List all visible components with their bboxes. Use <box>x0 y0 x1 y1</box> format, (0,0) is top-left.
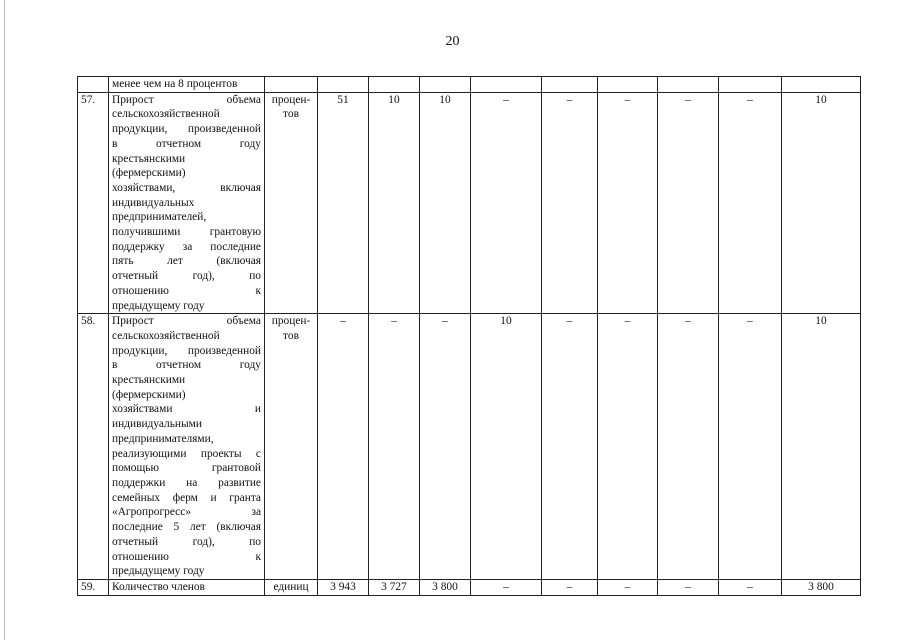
indicator-name-line: поддержки на развитие <box>112 476 261 489</box>
indicator-name-line: индивидуальными <box>112 418 202 431</box>
value-col-2 <box>369 77 420 93</box>
value-col-2: 3 727 <box>369 579 420 595</box>
indicator-name-line: предпринимателями, <box>112 432 214 445</box>
value-col-1: 3 943 <box>318 579 369 595</box>
indicator-name-line: продукции, произведенной <box>112 123 261 136</box>
indicator-name-line: пять лет (включая <box>112 255 261 268</box>
row-number: 58. <box>78 314 109 580</box>
unit-line: единиц <box>273 580 309 593</box>
value-col-9: 10 <box>782 314 861 580</box>
table-row <box>78 314 861 580</box>
unit-of-measure <box>265 77 318 93</box>
value-col-3: 10 <box>420 92 471 314</box>
indicator-name-line: Количество членов <box>112 580 205 593</box>
value-col-8: – <box>719 579 782 595</box>
unit-line: процен- <box>271 93 311 106</box>
value-col-9: 10 <box>782 92 861 314</box>
value-col-3: – <box>420 314 471 580</box>
indicator-name <box>109 314 265 580</box>
indicator-name-line: предпринимателей, <box>112 211 207 224</box>
value-col-8: – <box>719 314 782 580</box>
indicator-name-line: предыдущему году <box>112 299 205 312</box>
table-row <box>78 92 861 314</box>
value-col-7 <box>658 77 719 93</box>
value-col-4: – <box>471 579 542 595</box>
value-col-7: – <box>658 92 719 314</box>
value-col-7: – <box>658 314 719 580</box>
value-col-1: 51 <box>318 92 369 314</box>
table-row <box>78 77 861 93</box>
row-number <box>78 77 109 93</box>
unit-of-measure <box>265 92 318 314</box>
indicator-name-line: отношению к <box>112 550 261 563</box>
value-col-8 <box>719 77 782 93</box>
row-number: 59. <box>78 579 109 595</box>
value-col-7: – <box>658 579 719 595</box>
value-col-3: 3 800 <box>420 579 471 595</box>
value-col-3 <box>420 77 471 93</box>
value-col-4: 10 <box>471 314 542 580</box>
indicator-name-line: хозяйствами и <box>112 403 261 416</box>
value-col-4 <box>471 77 542 93</box>
unit-of-measure <box>265 579 318 595</box>
value-col-1 <box>318 77 369 93</box>
page-number: 20 <box>445 34 460 49</box>
indicators-table <box>77 76 861 596</box>
indicator-name-line: менее чем на 8 процентов <box>112 78 238 90</box>
unit-line: тов <box>283 329 299 342</box>
indicator-name-line: крестьянскими <box>112 152 186 165</box>
indicator-name-line: хозяйствами, включая <box>112 181 261 194</box>
indicator-name-line: крестьянскими <box>112 374 186 387</box>
indicator-name-line: получившими грантовую <box>112 226 261 239</box>
indicator-name-line: «Агропрогресс» за <box>112 506 261 519</box>
value-col-2: 10 <box>369 92 420 314</box>
indicator-name-line: отчетный год), по <box>112 270 261 283</box>
unit-line: тов <box>283 108 299 121</box>
indicator-name-line: реализующими проекты с <box>112 447 261 460</box>
table-row <box>78 579 861 595</box>
value-col-5 <box>542 77 598 93</box>
value-col-6: – <box>598 92 658 314</box>
indicator-name-line: (фермерскими) <box>112 388 186 401</box>
indicator-name-line: Прирост объема <box>112 93 261 106</box>
unit-line: процен- <box>271 315 311 328</box>
value-col-9 <box>782 77 861 93</box>
unit-of-measure <box>265 314 318 580</box>
indicator-name-line: индивидуальных <box>112 196 195 209</box>
indicator-name-line: Прирост объема <box>112 315 261 328</box>
indicator-name-line: отчетный год), по <box>112 535 261 548</box>
value-col-9: 3 800 <box>782 579 861 595</box>
indicator-name-line: семейных ферм и гранта <box>112 491 261 504</box>
value-col-5: – <box>542 579 598 595</box>
indicator-name-line: поддержку за последние <box>112 240 261 253</box>
value-col-6: – <box>598 579 658 595</box>
indicator-name <box>109 77 265 93</box>
row-number: 57. <box>78 92 109 314</box>
value-col-6 <box>598 77 658 93</box>
value-col-5: – <box>542 92 598 314</box>
indicator-name-line: предыдущему году <box>112 565 205 578</box>
indicator-name <box>109 579 265 595</box>
value-col-5: – <box>542 314 598 580</box>
indicator-name-line: сельскохозяйственной <box>112 108 220 121</box>
value-col-6: – <box>598 314 658 580</box>
value-col-2: – <box>369 314 420 580</box>
value-col-4: – <box>471 92 542 314</box>
indicator-name-line: сельскохозяйственной <box>112 329 220 342</box>
scan-edge-line <box>4 0 5 640</box>
indicator-name-line: (фермерскими) <box>112 167 186 180</box>
indicator-name <box>109 92 265 314</box>
indicator-name-line: помощью грантовой <box>112 462 261 475</box>
indicator-name-line: в отчетном году <box>112 137 261 150</box>
value-col-1: – <box>318 314 369 580</box>
indicator-name-line: последние 5 лет (включая <box>112 521 261 534</box>
value-col-8: – <box>719 92 782 314</box>
indicator-name-line: продукции, произведенной <box>112 344 261 357</box>
indicator-name-line: в отчетном году <box>112 359 261 372</box>
indicator-name-line: отношению к <box>112 284 261 297</box>
